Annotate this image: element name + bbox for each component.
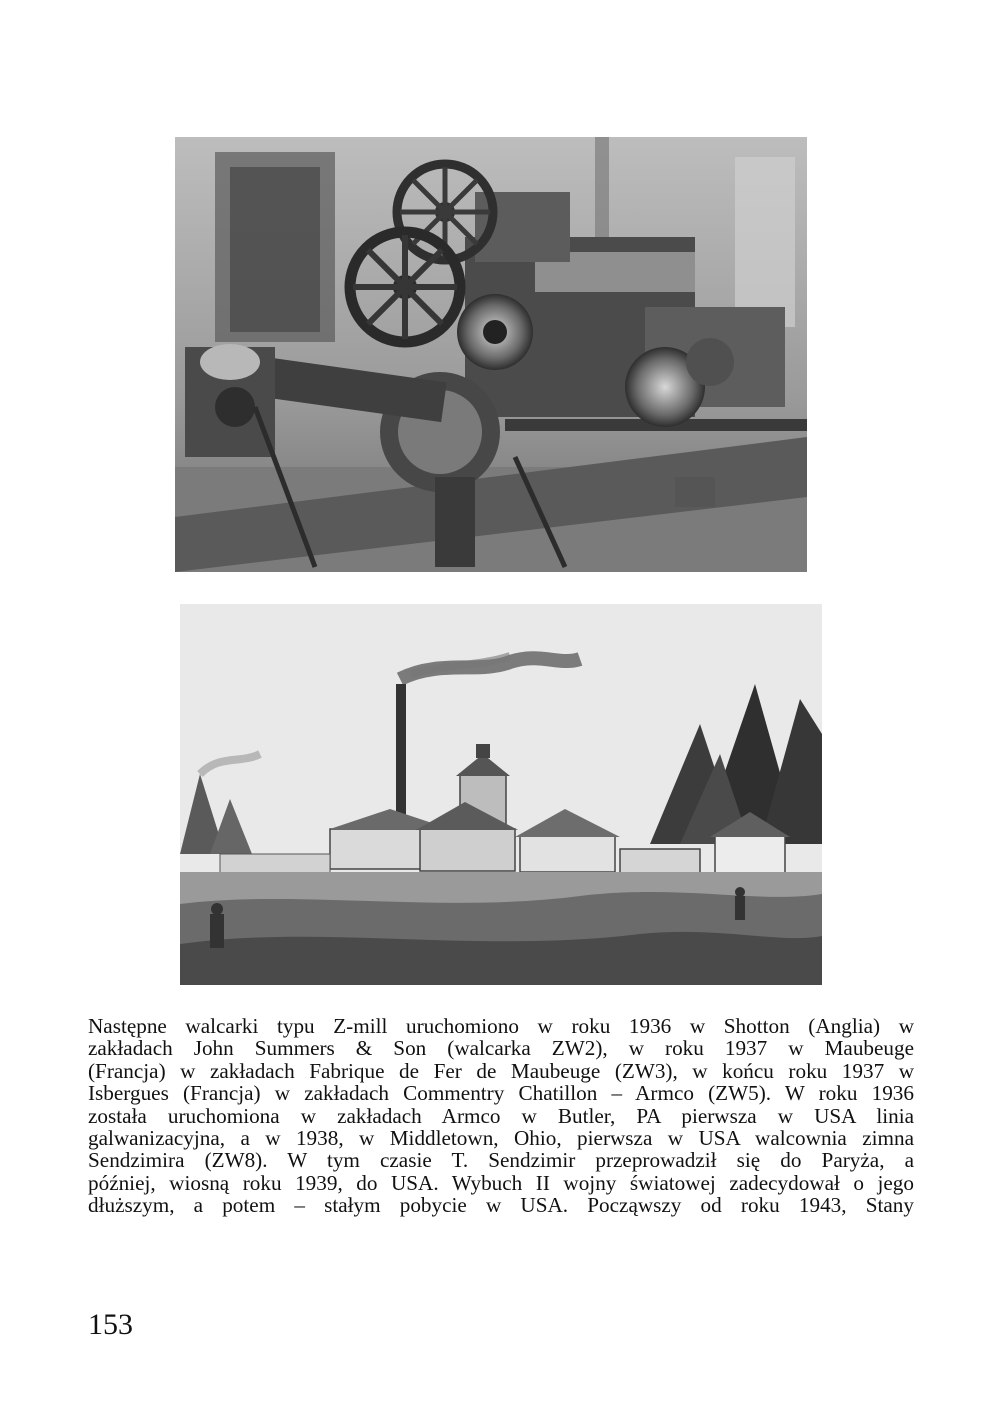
ironworks-engraving	[180, 604, 822, 985]
body-line: zakładach John Summers & Son (walcarka ZW2), w roku 1937 w Maubeuge	[88, 1036, 914, 1061]
body-line: została uruchomiona w zakładach Armco w Butler, PA pierwsza w USA linia	[88, 1103, 914, 1128]
body-line: (Francja) w zakładach Fabrique de Fer de Maubeuge (ZW3), w końcu roku 1937 w	[88, 1058, 914, 1083]
body-line: Następne walcarki typu Z-mill uruchomiono w roku 1936 w Shotton (Anglia) w	[88, 1014, 914, 1038]
ironworks-illustration	[180, 604, 822, 985]
body-text	[88, 1015, 914, 1217]
body-line: dłuższym, a potem – stałym pobycie w USA. Począwszy od roku 1943, Stany	[88, 1193, 914, 1218]
body-line: później, wiosną roku 1939, do USA. Wybuch II wojny światowej zadecydował o jego	[88, 1170, 914, 1195]
body-line: Isbergues (Francja) w zakładach Commentry Chatillon – Armco (ZW5). W roku 1936	[88, 1081, 914, 1106]
body-line: Sendzimira (ZW8). W tym czasie T. Sendzimir przeprowadził się do Paryża, a	[88, 1148, 914, 1173]
body-line: galwanizacyjna, a w 1938, w Middletown, Ohio, pierwsza w USA walcownia zimna	[88, 1126, 914, 1151]
rolling-mill-illustration	[175, 137, 807, 572]
rolling-mill-photo	[175, 137, 807, 572]
page-number: 153	[88, 1308, 133, 1341]
